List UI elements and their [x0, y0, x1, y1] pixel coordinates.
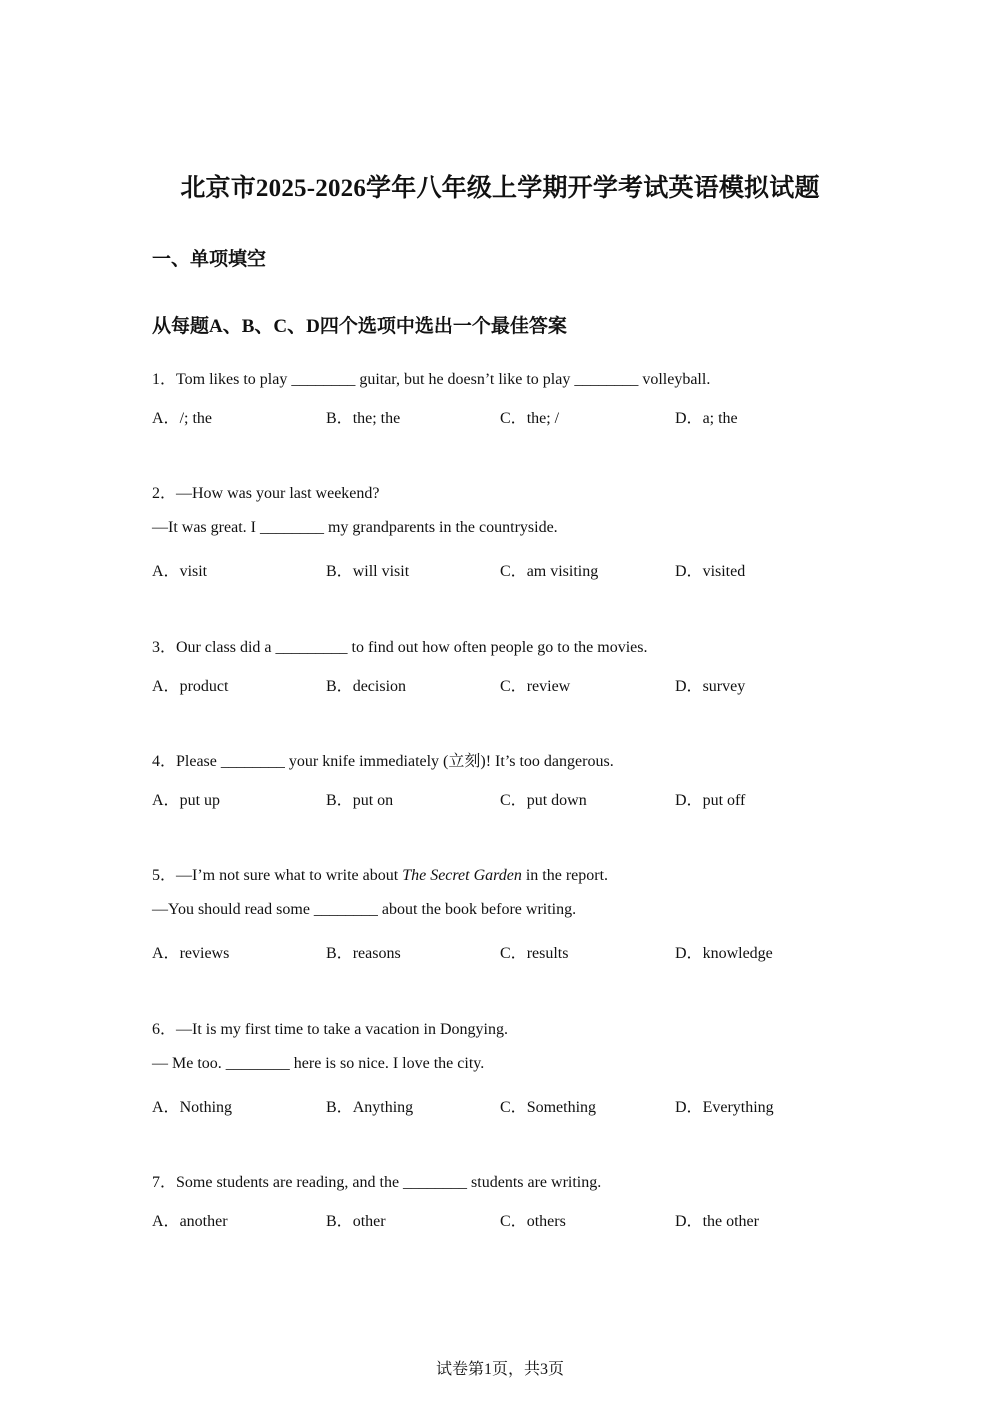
option-d: D．Everything: [675, 1099, 774, 1116]
option-b: B．reasons: [326, 945, 401, 962]
question-5-stem: 5．—I’m not sure what to write about The Secret Garden in the report.: [152, 867, 609, 884]
option-a: A．put up: [152, 792, 221, 809]
option-a: A．/; the: [152, 410, 212, 427]
option-d: D．knowledge: [675, 945, 773, 962]
option-a: A．reviews: [152, 945, 230, 962]
question-7-options: [152, 1208, 872, 1232]
question-6-options: [152, 1094, 872, 1118]
option-d: D．survey: [675, 678, 746, 695]
option-b: B．Anything: [326, 1099, 414, 1116]
question-3-stem: 3．Our class did a _________ to find out how often people go to the movies.: [152, 639, 648, 656]
option-b: B．will visit: [326, 563, 410, 580]
question-2-options: [152, 558, 872, 582]
section-heading: 一、单项填空: [152, 249, 267, 270]
instruction-heading: 从每题A、B、C、D四个选项中选出一个最佳答案: [152, 316, 567, 337]
question-3-options: [152, 673, 872, 697]
question-1-options: [152, 405, 872, 429]
page-footer: 试卷第1页，共3页: [435, 1361, 564, 1378]
option-c: C．Something: [500, 1099, 597, 1116]
option-c: C．put down: [500, 792, 587, 809]
option-a: A．another: [152, 1213, 228, 1230]
book-title: The Secret Garden: [402, 867, 522, 884]
option-d: D．visited: [675, 563, 746, 580]
option-b: B．put on: [326, 792, 394, 809]
question-1-stem: 1．Tom likes to play ________ guitar, but he doesn’t like to play ________ volleyball.: [152, 371, 711, 388]
option-d: D．put off: [675, 792, 746, 809]
question-6-stem-line2: — Me too. ________ here is so nice. I love the city.: [152, 1055, 485, 1072]
question-6-stem: 6．—It is my first time to take a vacation in Dongying.: [152, 1021, 508, 1038]
option-c: C．am visiting: [500, 563, 599, 580]
question-5-stem-line2: —You should read some ________ about the book before writing.: [152, 901, 577, 918]
option-a: A．product: [152, 678, 229, 695]
question-2-stem: 2．—How was your last weekend?: [152, 485, 380, 502]
option-a: A．visit: [152, 563, 208, 580]
option-b: B．other: [326, 1213, 386, 1230]
option-c: C．results: [500, 945, 569, 962]
question-7-stem: 7．Some students are reading, and the ________ students are writing.: [152, 1174, 602, 1191]
option-d: D．the other: [675, 1213, 759, 1230]
option-a: A．Nothing: [152, 1099, 233, 1116]
question-5-options: [152, 940, 872, 964]
option-d: D．a; the: [675, 410, 738, 427]
option-b: B．the; the: [326, 410, 401, 427]
question-4-stem: 4．Please ________ your knife immediately (立刻)! It’s too dangerous.: [152, 753, 614, 770]
option-b: B．decision: [326, 678, 407, 695]
page-title: 北京市2025-2026学年八年级上学期开学考试英语模拟试题: [180, 175, 820, 202]
question-2-stem-line2: —It was great. I ________ my grandparents in the countryside.: [152, 519, 558, 536]
question-4-options: [152, 787, 872, 811]
option-c: C．others: [500, 1213, 566, 1230]
option-c: C．the; /: [500, 410, 560, 427]
option-c: C．review: [500, 678, 571, 695]
